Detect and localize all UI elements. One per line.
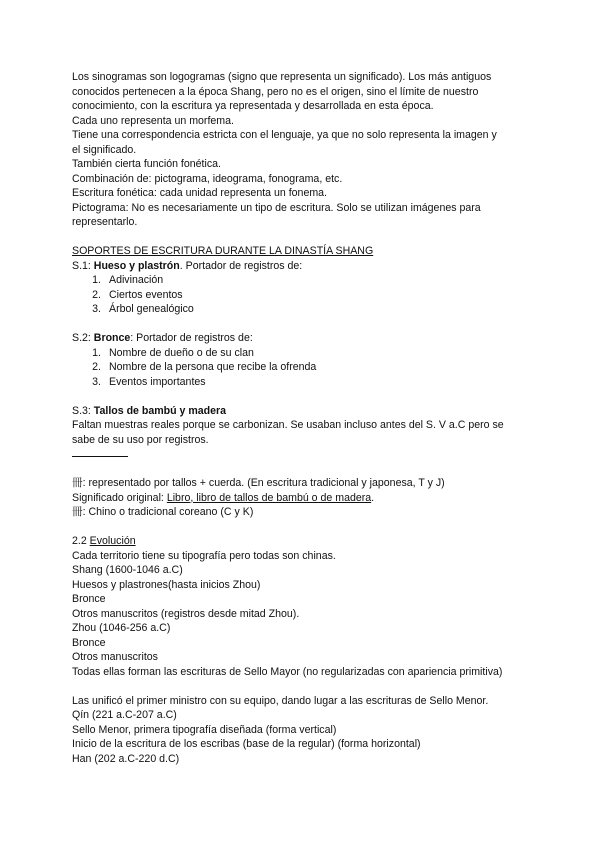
document-page <box>72 70 542 766</box>
evolucion-line: Han (202 a.C-220 d.C) <box>72 752 180 765</box>
list-item: 1. Adivinación <box>92 274 164 286</box>
s1-rest: . Portador de registros de: <box>179 259 303 272</box>
s3-text: sabe de su uso por registros. <box>72 433 209 446</box>
intro-line: el significado. <box>72 143 137 156</box>
intro-line: Los sinogramas son logogramas (signo que representa un significado). Los más antiguos <box>72 71 492 83</box>
evolucion-line: Otros manuscritos (registros desde mitad Zhou). <box>72 607 300 620</box>
evolucion-line: Bronce <box>72 593 106 605</box>
evolucion-line: Todas ellas forman las escrituras de Sello Mayor (no regularizadas con apariencia primitiva) <box>72 665 503 678</box>
list-item: 1. Nombre de dueño o de su clan <box>92 346 254 359</box>
s1-prefix: S.1: <box>72 259 94 272</box>
evolucion-line: Huesos y plastrones(hasta inicios Zhou) <box>72 578 261 591</box>
evolucion-line: Las unificó el primer ministro con su equipo, dando lugar a las escrituras de Sello Menor. <box>72 694 489 707</box>
evolucion-line: Cada territorio tiene su tipografía pero todas son chinas. <box>72 549 336 562</box>
s1-list <box>72 273 542 317</box>
intro-line: Pictograma: No es necesariamente un tipo de escritura. Solo se utilizan imágenes para <box>72 201 481 214</box>
evolucion-heading: 2.2 Evolución <box>72 535 136 547</box>
s3-line <box>72 404 542 419</box>
horizontal-rule <box>72 447 542 462</box>
glyph-line-1: 冊: representado por tallos + cuerda. (En escritura tradicional y japonesa, T y J) <box>72 477 445 489</box>
intro-line: Cada uno representa un morfema. <box>72 114 234 127</box>
list-item: 2. Ciertos eventos <box>92 288 183 301</box>
glyph-line-2: Significado original: Libro, libro de tallos de bambú o de madera. <box>72 491 375 504</box>
s1-title: Hueso y plastrón <box>93 259 180 272</box>
evolucion-line: Inicio de la escritura de los escribas (base de la regular) (forma horizontal) <box>72 738 421 750</box>
list-item: 3. Árbol genealógico <box>92 303 194 315</box>
intro-line: Escritura fonética: cada unidad representa un fonema. <box>72 187 327 199</box>
meaning-link: Libro, libro de tallos de bambú o de madera <box>166 491 372 504</box>
evolucion-line: Qín (221 a.C-207 a.C) <box>72 709 177 721</box>
s2-line <box>72 331 542 346</box>
evolucion-line: Zhou (1046-256 a.C) <box>72 622 171 634</box>
list-item: 2. Nombre de la persona que recibe la ofrenda <box>92 361 317 373</box>
intro-line: representarlo. <box>72 216 138 228</box>
s3-title: Tallos de bambú y madera <box>93 404 227 417</box>
intro-line: conocimiento, con la escritura ya representada y desarrollada en esta época. <box>72 100 434 112</box>
list-item: 3. Eventos importantes <box>92 375 206 388</box>
intro-line: También cierta función fonética. <box>72 158 221 170</box>
s2-prefix: S.2: <box>72 332 94 344</box>
s2-list <box>72 346 542 390</box>
section-heading: SOPORTES DE ESCRITURA DURANTE LA DINASTÍA SHANG <box>72 245 374 257</box>
s2-rest: : Portador de registros de: <box>130 332 253 344</box>
evolucion-line: Bronce <box>72 636 106 649</box>
glyph-char: 冊 <box>72 477 83 489</box>
evolucion-line: Shang (1600-1046 a.C) <box>72 564 183 576</box>
evolucion-line: Otros manuscritos <box>72 651 158 663</box>
s1-line <box>72 259 542 274</box>
evolucion-line: Sello Menor, primera tipografía diseñada (forma vertical) <box>72 723 337 736</box>
glyph-char: 冊 <box>72 506 83 518</box>
glyph-line-3: 冊: Chino o tradicional coreano (C y K) <box>72 506 254 518</box>
s3-text: Faltan muestras reales porque se carbonizan. Se usaban incluso antes del S. V a.C pero se <box>72 419 504 431</box>
intro-line: Combinación de: pictograma, ideograma, fonograma, etc. <box>72 172 343 185</box>
s3-prefix: S.3: <box>72 404 94 417</box>
intro-line: Tiene una correspondencia estricta con el lenguaje, ya que no solo representa la imagen y <box>72 129 497 141</box>
s2-title: Bronce <box>93 332 131 344</box>
intro-line: conocidos pertenecen a la época Shang, pero no es el origen, sino el límite de nuestro <box>72 85 479 98</box>
